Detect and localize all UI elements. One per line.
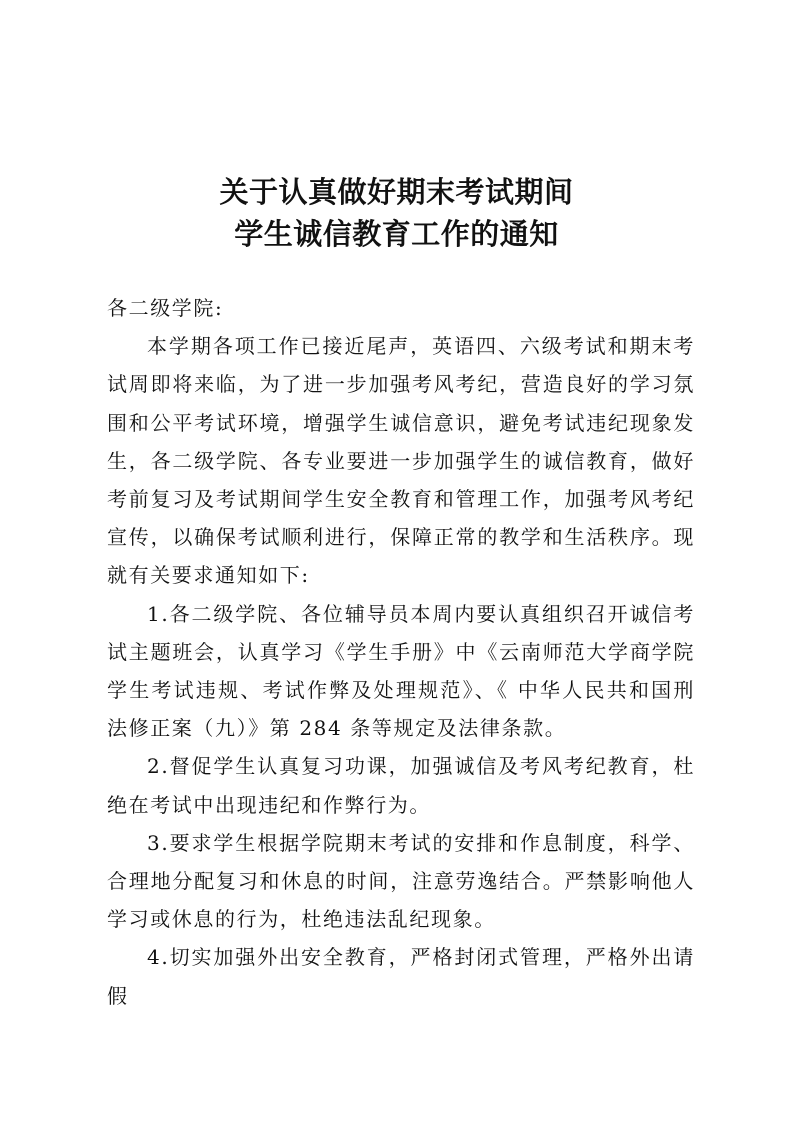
list-item: 2.督促学生认真复习功课，加强诚信及考风考纪教育，杜绝在考试中出现违纪和作弊行为。 [107, 754, 695, 817]
document-title-line-1: 关于认真做好期末考试期间 [219, 175, 574, 209]
list-item: 3.要求学生根据学院期末考试的安排和作息制度，科学、合理地分配复习和休息的时间，注意劳逸结合。严禁影响他人学习或休息的行为，杜绝违法乱纪现象。 [107, 830, 695, 932]
list-item: 4.切实加强外出安全教育，严格封闭式管理，严格外出请假 [107, 945, 695, 1008]
document-body [107, 289, 695, 1015]
list-item: 1.各二级学院、各位辅导员本周内要认真组织召开诚信考试主题班会，认真学习《学生手册》中《云南师范大学商学院学生考试违规、考试作弊及处理规范》、《 中华人民共和国刑法修正案（九）》第 284 条等规定及法律条款。 [107, 601, 695, 741]
document-title-line-2: 学生诚信教育工作的通知 [234, 217, 559, 251]
intro-paragraph: 本学期各项工作已接近尾声，英语四、六级考试和期末考试周即将来临，为了进一步加强考风考纪，营造良好的学习氛围和公平考试环境，增强学生诚信意识，避免考试违纪现象发生，各二级学院、各专业要进一步加强学生的诚信教育，做好考前复习及考试期间学生安全教育和管理工作，加强考风考纪宣传，以确保考试顺利进行，保障正常的教学和生活秩序。现就有关要求通知如下: [107, 334, 695, 588]
salutation: 各二级学院: [107, 296, 224, 320]
